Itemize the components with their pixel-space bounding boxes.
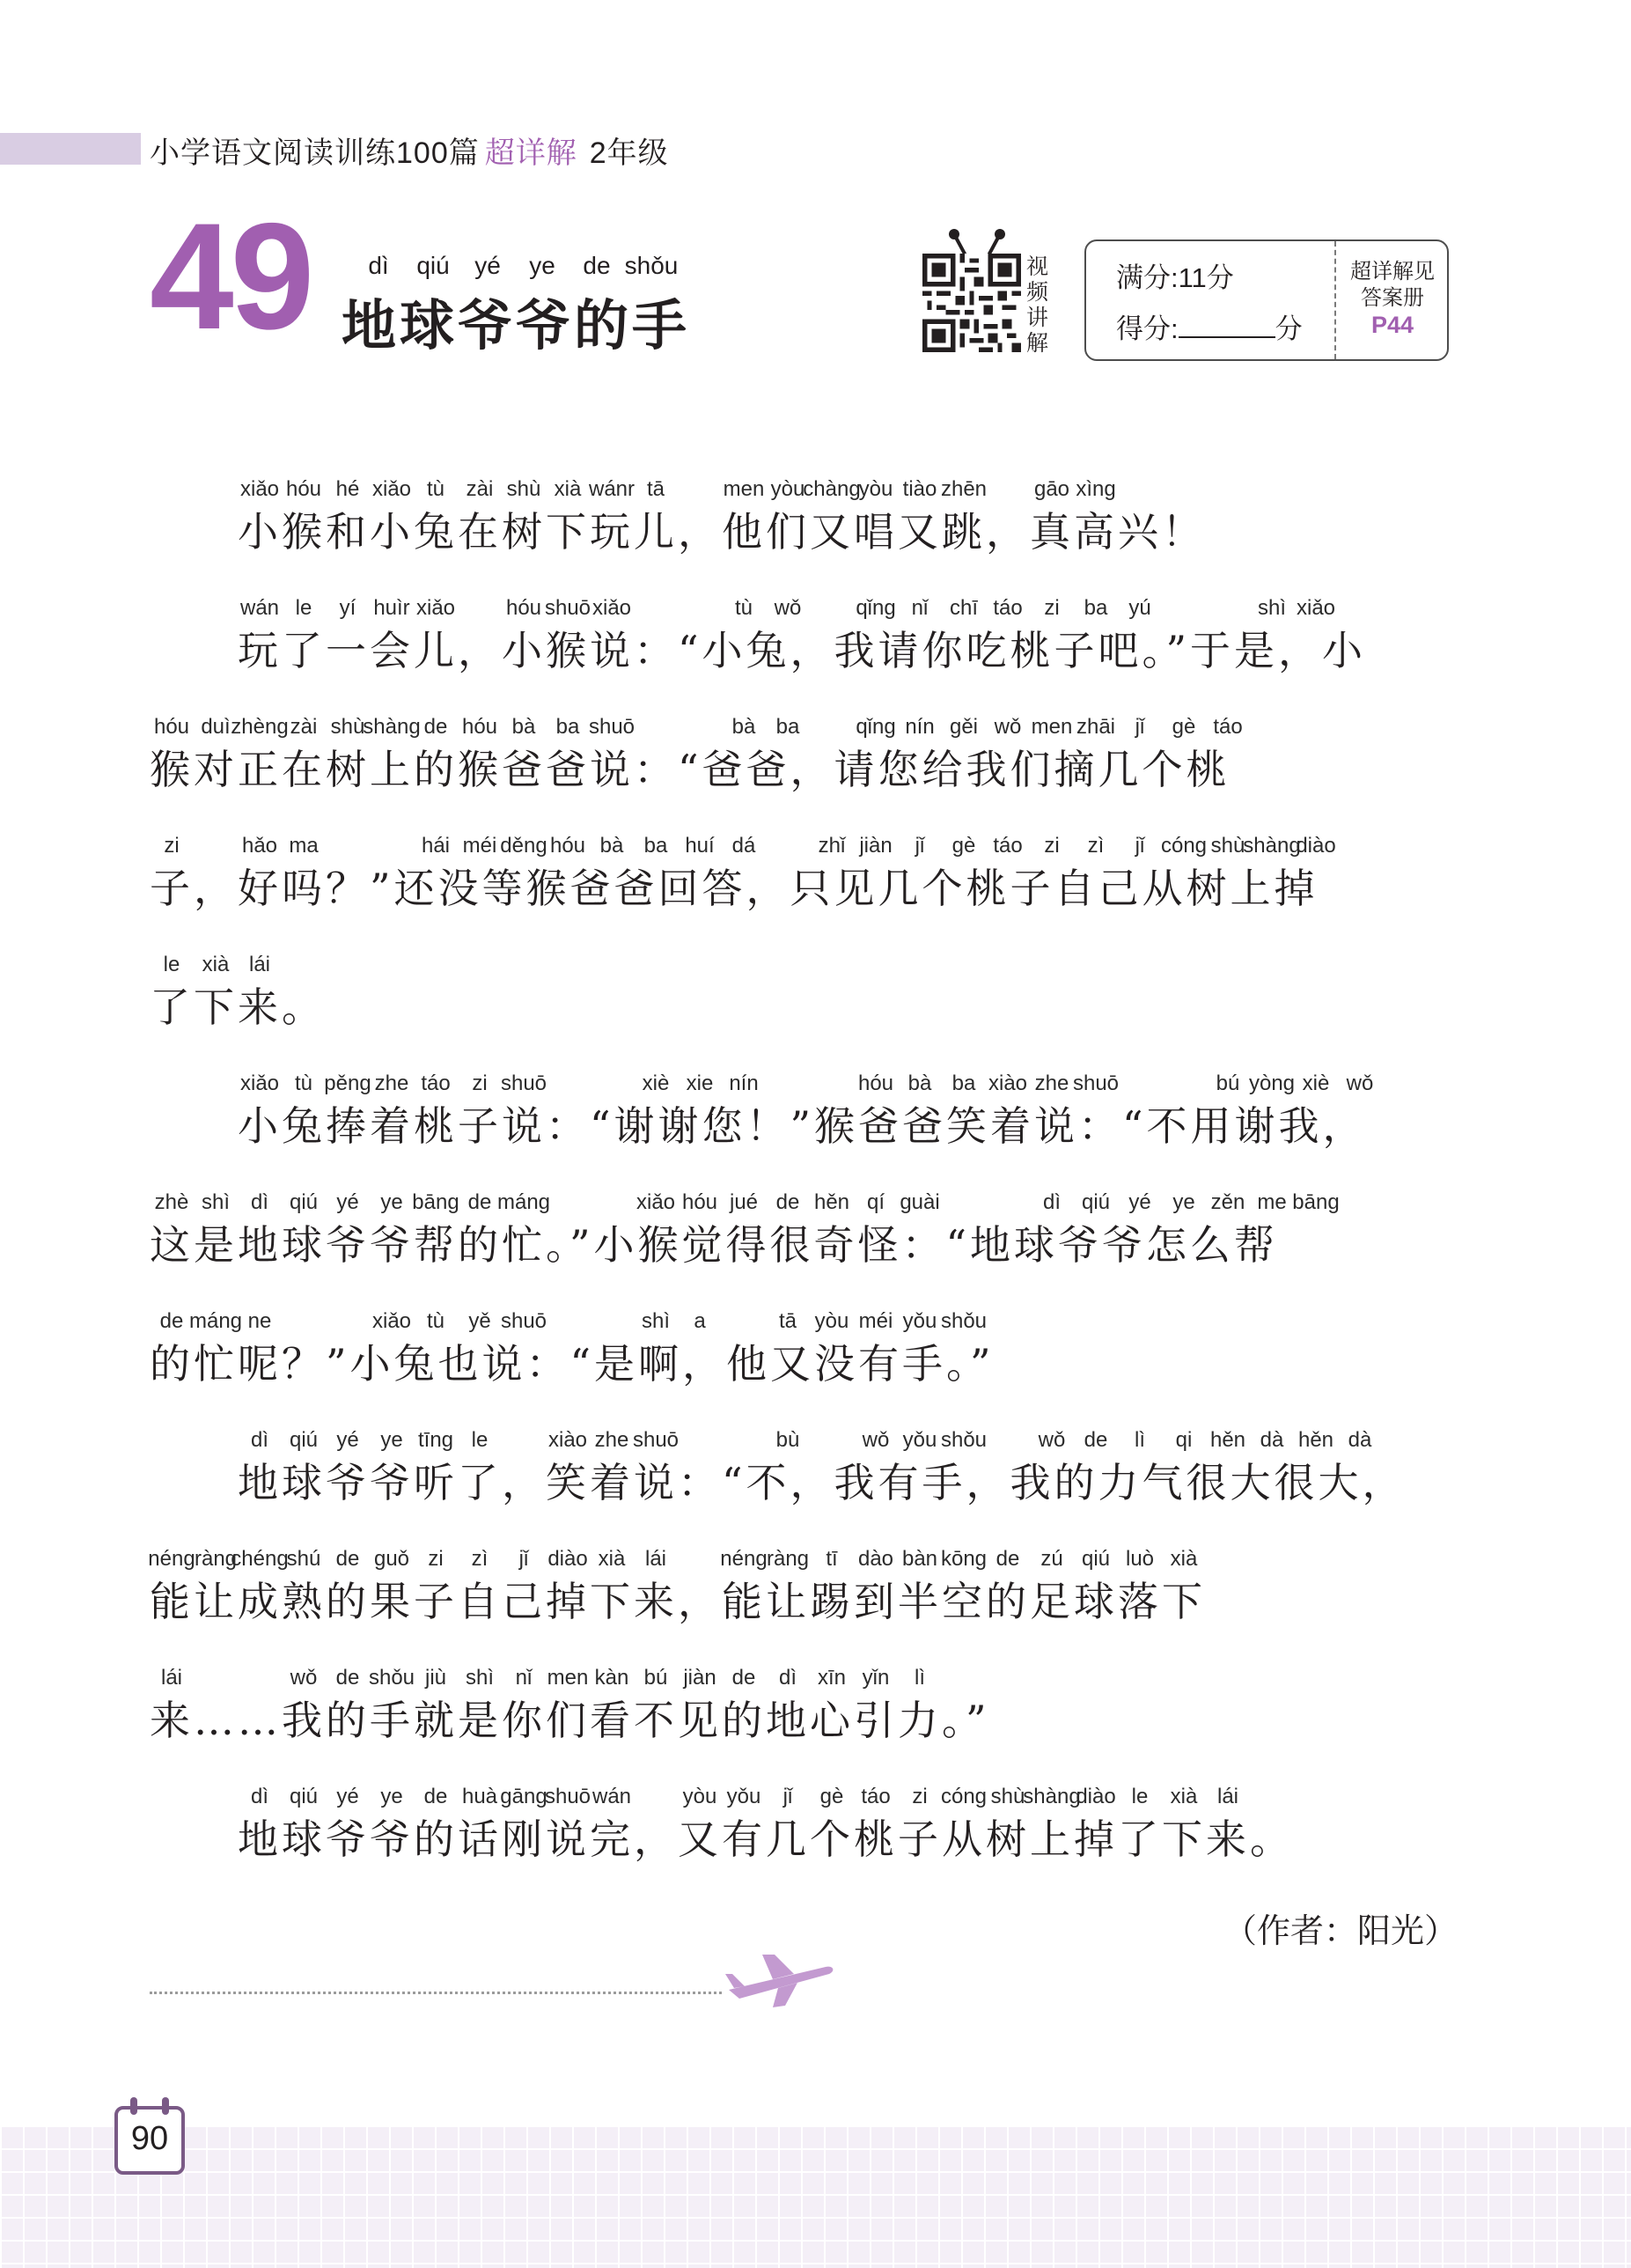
pinyin-syllable: ràng xyxy=(194,1547,238,1571)
pinyin-syllable: xiǎo xyxy=(415,596,456,620)
pinyin-syllable: chàng xyxy=(803,477,861,501)
pinyin-syllable: gāng xyxy=(500,1785,547,1808)
pinyin-syllable: le xyxy=(1131,1785,1149,1808)
pinyin-row xyxy=(150,1309,1444,1337)
pinyin-syllable: tù xyxy=(734,596,753,620)
pinyin-syllable: shì xyxy=(1257,596,1287,620)
pinyin-syllable: xiào xyxy=(547,1428,588,1452)
pinyin-syllable: kàn xyxy=(594,1666,629,1690)
pinyin-syllable: táo xyxy=(1213,715,1243,739)
video-lecture-label: 视频讲解 xyxy=(1026,254,1049,356)
pinyin-syllable: dì xyxy=(250,1190,269,1214)
pinyin-syllable: xiǎo xyxy=(371,477,412,501)
pinyin-syllable: yé xyxy=(336,1190,359,1214)
pinyin-syllable: de xyxy=(335,1547,360,1571)
pinyin-syllable: jǐ xyxy=(518,1547,529,1571)
full-score: 满分:11分 xyxy=(1116,262,1234,293)
pinyin-syllable: shú xyxy=(286,1547,321,1571)
answer-reference xyxy=(1343,259,1442,338)
chinese-text-row: 来……我的手就是你们看不见的地心引力。” xyxy=(150,1697,990,1744)
grade-label: 2年级 xyxy=(589,136,669,170)
pinyin-row xyxy=(150,1428,1444,1456)
pinyin-syllable: wán xyxy=(239,596,280,620)
pinyin-syllable: tā xyxy=(778,1309,797,1333)
story-line xyxy=(150,834,1444,953)
story-line xyxy=(150,1666,1444,1785)
pinyin-syllable: tī xyxy=(826,1547,838,1571)
pinyin-syllable: táo xyxy=(993,596,1023,620)
pinyin-syllable: jiàn xyxy=(859,834,893,858)
pinyin-syllable: shuō xyxy=(500,1071,547,1095)
pinyin-syllable: qiú xyxy=(289,1428,319,1452)
pinyin-syllable: qiú xyxy=(1081,1190,1111,1214)
pinyin-syllable: zài xyxy=(290,715,318,739)
pinyin-syllable: le xyxy=(295,596,312,620)
pinyin-syllable: yǒu xyxy=(902,1309,937,1333)
pinyin-syllable: xià xyxy=(554,477,582,501)
pinyin-syllable: a xyxy=(694,1309,706,1333)
pinyin-row xyxy=(150,1785,1444,1813)
pinyin-syllable: luò xyxy=(1125,1547,1155,1571)
pinyin-syllable: lái xyxy=(248,953,271,976)
pinyin-syllable: de xyxy=(731,1666,756,1690)
pinyin-syllable: yé xyxy=(1128,1190,1151,1214)
pinyin-syllable: hěn xyxy=(1209,1428,1246,1452)
lesson-title: 地球爷爷的手 xyxy=(342,296,691,357)
pinyin-syllable: nín xyxy=(905,715,935,739)
pinyin-syllable: de xyxy=(335,1666,360,1690)
pinyin-syllable: bà xyxy=(907,1071,932,1095)
pinyin-syllable: shì xyxy=(465,1666,495,1690)
pinyin-syllable: wǒ xyxy=(862,1428,890,1452)
story-line xyxy=(150,1071,1444,1190)
pinyin-syllable: hǎo xyxy=(241,834,278,858)
pinyin-syllable: zì xyxy=(471,1547,489,1571)
pinyin-syllable: zhǐ xyxy=(818,834,846,858)
pinyin-syllable: qiú xyxy=(289,1785,319,1808)
qr-code-icon[interactable] xyxy=(922,254,1021,352)
pinyin-syllable: táo xyxy=(861,1785,891,1808)
pinyin-syllable: hóu xyxy=(153,715,190,739)
pinyin-syllable: méi xyxy=(462,834,497,858)
story-line xyxy=(150,953,1444,1071)
header-accent-bar xyxy=(0,133,141,165)
score-divider xyxy=(1334,241,1336,359)
story-line xyxy=(150,596,1444,715)
pinyin-syllable: zi xyxy=(1044,834,1060,858)
pinyin-syllable: nín xyxy=(729,1071,759,1095)
pinyin-syllable: yě xyxy=(468,1309,491,1333)
pinyin-syllable: huìr xyxy=(373,596,410,620)
pinyin-syllable: hěn xyxy=(1297,1428,1334,1452)
pinyin-syllable: xiǎo xyxy=(591,596,632,620)
pinyin-syllable: qi xyxy=(1175,1428,1193,1452)
pinyin-syllable: ye xyxy=(380,1190,403,1214)
pinyin-syllable: jǐ xyxy=(782,1785,793,1808)
dotted-divider xyxy=(150,1992,722,1994)
story-line xyxy=(150,1309,1444,1428)
pinyin-syllable: jǐ xyxy=(915,834,925,858)
pinyin-syllable: shuō xyxy=(544,596,591,620)
story-line xyxy=(150,1190,1444,1309)
pinyin-syllable: dào xyxy=(857,1547,894,1571)
pinyin-syllable: hé xyxy=(335,477,360,501)
pinyin-syllable: bà xyxy=(731,715,756,739)
pinyin-syllable: ne xyxy=(247,1309,272,1333)
pinyin-syllable: ba xyxy=(775,715,800,739)
pinyin-syllable: yòu xyxy=(814,1309,849,1333)
pinyin-syllable: shàng xyxy=(1243,834,1301,858)
pinyin-syllable: yòu xyxy=(858,477,893,501)
score-got-label: 得分: xyxy=(1116,313,1179,344)
pinyin-syllable: cóng xyxy=(1160,834,1208,858)
story-line xyxy=(150,1785,1444,1904)
pinyin-syllable: zhāi xyxy=(1076,715,1116,739)
pinyin-syllable: wǒ xyxy=(1038,1428,1066,1452)
pinyin-row xyxy=(150,834,1444,862)
score-blank[interactable] xyxy=(1179,312,1275,338)
pinyin-syllable: xiè xyxy=(1302,1071,1330,1095)
pinyin-syllable: ba xyxy=(555,715,580,739)
pinyin-syllable: bāng xyxy=(412,1190,459,1214)
pinyin-syllable: de xyxy=(159,1309,184,1333)
pinyin-syllable: guǒ xyxy=(373,1547,410,1571)
pinyin-syllable: hóu xyxy=(461,715,498,739)
title-pinyin-syllable: shǒu xyxy=(624,252,679,279)
pinyin-syllable: zhèng xyxy=(231,715,289,739)
pinyin-syllable: xīn xyxy=(817,1666,847,1690)
pinyin-syllable: jiàn xyxy=(683,1666,716,1690)
pinyin-syllable: shù xyxy=(990,1785,1025,1808)
pinyin-syllable: hóu xyxy=(505,596,542,620)
pinyin-syllable: cóng xyxy=(940,1785,988,1808)
pinyin-syllable: shuō xyxy=(632,1428,680,1452)
pinyin-syllable: shàng xyxy=(363,715,421,739)
pinyin-syllable: hóu xyxy=(285,477,322,501)
pinyin-syllable: yé xyxy=(336,1428,359,1452)
pinyin-syllable: nǐ xyxy=(515,1666,533,1690)
pinyin-syllable: shàng xyxy=(1023,1785,1081,1808)
pinyin-syllable: guài xyxy=(900,1190,940,1214)
pinyin-syllable: bú xyxy=(1216,1071,1240,1095)
pinyin-syllable: zài xyxy=(466,477,494,501)
pinyin-syllable: yòu xyxy=(682,1785,717,1808)
pinyin-syllable: tù xyxy=(426,1309,445,1333)
pinyin-row xyxy=(150,1666,1444,1694)
pinyin-syllable: ye xyxy=(380,1428,403,1452)
pinyin-syllable: xià xyxy=(202,953,230,976)
pinyin-syllable: gěi xyxy=(949,715,979,739)
title-pinyin xyxy=(356,252,725,284)
pinyin-syllable: dì xyxy=(250,1785,269,1808)
pinyin-syllable: shuō xyxy=(588,715,636,739)
pinyin-syllable: shǒu xyxy=(368,1666,415,1690)
pinyin-syllable: yí xyxy=(339,596,356,620)
pinyin-syllable: ye xyxy=(1172,1190,1195,1214)
story-line xyxy=(150,477,1444,596)
pinyin-syllable: me xyxy=(1257,1190,1287,1214)
pinyin-syllable: xiǎo xyxy=(1296,596,1336,620)
pinyin-syllable: máng xyxy=(188,1309,243,1333)
pinyin-syllable: lì xyxy=(1135,1428,1145,1452)
pinyin-syllable: wǒ xyxy=(774,596,802,620)
title-pinyin-syllable: yé xyxy=(474,252,501,279)
pinyin-syllable: méi xyxy=(858,1309,893,1333)
pinyin-syllable: lái xyxy=(644,1547,667,1571)
pinyin-syllable: men xyxy=(547,1666,589,1690)
pinyin-row xyxy=(150,477,1444,505)
pinyin-syllable: chéng xyxy=(231,1547,289,1571)
pinyin-syllable: bà xyxy=(511,715,536,739)
score-obtained xyxy=(1116,306,1303,346)
pinyin-syllable: shì xyxy=(201,1190,231,1214)
title-pinyin-syllable: de xyxy=(583,252,611,279)
pinyin-syllable: lì xyxy=(915,1666,925,1690)
pinyin-syllable: dì xyxy=(778,1666,797,1690)
title-pinyin-syllable: dì xyxy=(368,252,389,279)
pinyin-syllable: zi xyxy=(472,1071,488,1095)
chinese-text-row: 小猴和小兔在树下玩儿，他们又唱又跳，真高兴！ xyxy=(238,508,1206,556)
pinyin-syllable: xìng xyxy=(1076,477,1116,501)
pinyin-syllable: shuō xyxy=(500,1309,547,1333)
pinyin-syllable: yǒu xyxy=(902,1428,937,1452)
pinyin-syllable: ràng xyxy=(766,1547,810,1571)
pinyin-syllable: shù xyxy=(330,715,365,739)
pinyin-syllable: diào xyxy=(1076,1785,1116,1808)
pinyin-syllable: de xyxy=(995,1547,1020,1571)
pinyin-syllable: bà xyxy=(599,834,624,858)
pinyin-syllable: duì xyxy=(201,715,231,739)
pinyin-syllable: zi xyxy=(164,834,180,858)
pinyin-syllable: xiǎo xyxy=(239,477,280,501)
pinyin-syllable: xiào xyxy=(988,1071,1028,1095)
airplane-icon xyxy=(722,1948,836,2009)
pinyin-syllable: shǒu xyxy=(940,1428,988,1452)
pinyin-syllable: tù xyxy=(426,477,445,501)
pinyin-syllable: dá xyxy=(731,834,756,858)
pinyin-syllable: jué xyxy=(729,1190,759,1214)
page-number: 90 xyxy=(130,2120,169,2157)
lesson-number: 49 xyxy=(150,192,312,361)
pinyin-syllable: děng xyxy=(500,834,547,858)
pinyin-syllable: ma xyxy=(289,834,319,858)
pinyin-row xyxy=(150,953,1444,981)
pinyin-syllable: wǒ xyxy=(1346,1071,1374,1095)
pinyin-syllable: wǒ xyxy=(994,715,1022,739)
pinyin-syllable: jiù xyxy=(424,1666,447,1690)
chinese-text-row: 这是地球爷爷帮的忙。”小猴觉得很奇怪：“地球爷爷怎么帮 xyxy=(150,1221,1279,1269)
author-credit: （作者：阳光） xyxy=(1223,1911,1458,1950)
pinyin-syllable: wǒ xyxy=(290,1666,318,1690)
pinyin-syllable: hěn xyxy=(813,1190,850,1214)
pinyin-syllable: de xyxy=(467,1190,492,1214)
pinyin-syllable: xià xyxy=(1170,1547,1198,1571)
answer-page: P44 xyxy=(1370,312,1414,338)
pinyin-syllable: gè xyxy=(951,834,976,858)
pinyin-syllable: máng xyxy=(496,1190,551,1214)
footer-grid xyxy=(0,2125,1631,2268)
pinyin-syllable: tiào xyxy=(902,477,937,501)
chinese-text-row: 子，好吗？”还没等猴爸爸回答，只见几个桃子自己从树上掉 xyxy=(150,865,1319,912)
pinyin-syllable: qí xyxy=(866,1190,885,1214)
chinese-text-row: 猴对正在树上的猴爸爸说：“爸爸，请您给我们摘几个桃 xyxy=(150,746,1231,793)
pinyin-syllable: xie xyxy=(686,1071,714,1095)
story-line xyxy=(150,1547,1444,1666)
pinyin-row xyxy=(150,715,1444,743)
pinyin-syllable: hóu xyxy=(549,834,586,858)
pinyin-syllable: tù xyxy=(294,1071,313,1095)
pinyin-syllable: le xyxy=(163,953,180,976)
pinyin-syllable: bàn xyxy=(901,1547,938,1571)
pinyin-syllable: zhēn xyxy=(940,477,988,501)
pinyin-syllable: yǒu xyxy=(726,1785,761,1808)
pinyin-syllable: wánr xyxy=(588,477,636,501)
pinyin-syllable: bù xyxy=(775,1428,800,1452)
pinyin-syllable: táo xyxy=(993,834,1023,858)
pinyin-syllable: kōng xyxy=(940,1547,988,1571)
pinyin-syllable: zi xyxy=(912,1785,928,1808)
pinyin-syllable: le xyxy=(471,1428,489,1452)
score-unit: 分 xyxy=(1275,313,1303,344)
pinyin-syllable: zi xyxy=(1044,596,1060,620)
pinyin-syllable: shù xyxy=(506,477,541,501)
pinyin-syllable: shì xyxy=(641,1309,671,1333)
pinyin-syllable: shuō xyxy=(1072,1071,1120,1095)
pinyin-syllable: gāo xyxy=(1033,477,1070,501)
pinyin-syllable: chī xyxy=(949,596,979,620)
pinyin-syllable: zhe xyxy=(1034,1071,1069,1095)
pinyin-syllable: xià xyxy=(598,1547,626,1571)
pinyin-syllable: dà xyxy=(1260,1428,1284,1452)
pinyin-syllable: gè xyxy=(819,1785,844,1808)
chinese-text-row: 玩了一会儿，小猴说：“小兔，我请你吃桃子吧。”于是，小 xyxy=(238,627,1367,674)
pinyin-syllable: lái xyxy=(160,1666,183,1690)
pinyin-syllable: yǐn xyxy=(862,1666,890,1690)
pinyin-syllable: néng xyxy=(720,1547,768,1571)
pinyin-syllable: shuō xyxy=(544,1785,591,1808)
pinyin-syllable: xiè xyxy=(642,1071,670,1095)
chinese-text-row: 地球爷爷听了，笑着说：“不，我有手，我的力气很大很大， xyxy=(238,1459,1407,1506)
pinyin-syllable: wán xyxy=(591,1785,632,1808)
pinyin-row xyxy=(150,596,1444,624)
pinyin-syllable: bú xyxy=(643,1666,668,1690)
pinyin-syllable: huà xyxy=(461,1785,498,1808)
pinyin-syllable: tā xyxy=(646,477,665,501)
pinyin-syllable: nǐ xyxy=(911,596,929,620)
chinese-text-row: 小兔捧着桃子说：“谢谢您！”猴爸爸笑着说：“不用谢我， xyxy=(238,1102,1367,1150)
pinyin-syllable: xiǎo xyxy=(371,1309,412,1333)
pinyin-syllable: yú xyxy=(1128,596,1151,620)
pinyin-syllable: qiú xyxy=(1081,1547,1111,1571)
title-pinyin-syllable: ye xyxy=(529,252,555,279)
pinyin-syllable: de xyxy=(423,715,448,739)
pinyin-syllable: hái xyxy=(421,834,451,858)
pinyin-syllable: bāng xyxy=(1292,1190,1340,1214)
title-pinyin-syllable: qiú xyxy=(416,252,450,279)
pinyin-syllable: zú xyxy=(1040,1547,1063,1571)
pinyin-syllable: diào xyxy=(547,1547,588,1571)
answer-ref-line2: 答案册 xyxy=(1361,286,1424,310)
pinyin-syllable: zhe xyxy=(374,1071,409,1095)
chinese-text-row: 了下来。 xyxy=(150,983,326,1031)
pinyin-syllable: táo xyxy=(421,1071,451,1095)
pinyin-syllable: ba xyxy=(1084,596,1108,620)
pinyin-syllable: de xyxy=(775,1190,800,1214)
pinyin-syllable: qiú xyxy=(289,1190,319,1214)
pinyin-syllable: hóu xyxy=(681,1190,718,1214)
pinyin-syllable: ye xyxy=(380,1785,403,1808)
book-header xyxy=(150,129,669,172)
pinyin-syllable: de xyxy=(1084,1428,1108,1452)
pinyin-syllable: yòu xyxy=(770,477,805,501)
pinyin-syllable: tīng xyxy=(417,1428,454,1452)
accent-label: 超详解 xyxy=(484,136,577,170)
pinyin-syllable: xiǎo xyxy=(636,1190,676,1214)
pinyin-syllable: diào xyxy=(1296,834,1336,858)
pinyin-syllable: zěn xyxy=(1210,1190,1245,1214)
pinyin-syllable: néng xyxy=(148,1547,195,1571)
pinyin-row xyxy=(150,1190,1444,1219)
pinyin-syllable: gè xyxy=(1172,715,1196,739)
chinese-text-row: 能让成熟的果子自己掉下来，能让踢到半空的足球落下 xyxy=(150,1578,1206,1625)
pinyin-syllable: zì xyxy=(1087,834,1105,858)
pinyin-syllable: zi xyxy=(428,1547,444,1571)
pinyin-syllable: huí xyxy=(685,834,715,858)
pinyin-syllable: ba xyxy=(643,834,668,858)
answer-ref-line1: 超详解见 xyxy=(1350,260,1435,284)
pinyin-syllable: shǒu xyxy=(940,1309,988,1333)
pinyin-syllable: dì xyxy=(250,1428,269,1452)
pinyin-syllable: jǐ xyxy=(1135,834,1145,858)
pinyin-row xyxy=(150,1071,1444,1100)
pinyin-row xyxy=(150,1547,1444,1575)
pinyin-syllable: shù xyxy=(1210,834,1245,858)
pinyin-syllable: qǐng xyxy=(856,596,896,620)
pinyin-syllable: zhè xyxy=(154,1190,189,1214)
series-title: 小学语文阅读训练100篇 xyxy=(150,136,480,170)
story-line xyxy=(150,1428,1444,1547)
score-box xyxy=(1084,239,1449,361)
pinyin-syllable: xià xyxy=(1170,1785,1198,1808)
pinyin-syllable: yé xyxy=(336,1785,359,1808)
story-text xyxy=(150,477,1444,1904)
pinyin-syllable: qǐng xyxy=(856,715,896,739)
pinyin-syllable: pěng xyxy=(324,1071,371,1095)
story-line xyxy=(150,715,1444,834)
pinyin-syllable: yòng xyxy=(1248,1071,1296,1095)
pinyin-syllable: men xyxy=(723,477,765,501)
pinyin-syllable: men xyxy=(1031,715,1073,739)
pinyin-syllable: jǐ xyxy=(1135,715,1145,739)
chinese-text-row: 地球爷爷的话刚说完，又有几个桃子从树上掉了下来。 xyxy=(238,1815,1294,1863)
pinyin-syllable: dà xyxy=(1348,1428,1372,1452)
pinyin-syllable: hóu xyxy=(857,1071,894,1095)
pinyin-syllable: dì xyxy=(1042,1190,1062,1214)
pinyin-syllable: ba xyxy=(951,1071,976,1095)
chinese-text-row: 的忙呢？”小兔也说：“是啊，他又没有手。” xyxy=(150,1340,995,1388)
pinyin-syllable: zhe xyxy=(594,1428,629,1452)
pinyin-syllable: de xyxy=(423,1785,448,1808)
pinyin-syllable: xiǎo xyxy=(239,1071,280,1095)
pinyin-syllable: lái xyxy=(1216,1785,1239,1808)
